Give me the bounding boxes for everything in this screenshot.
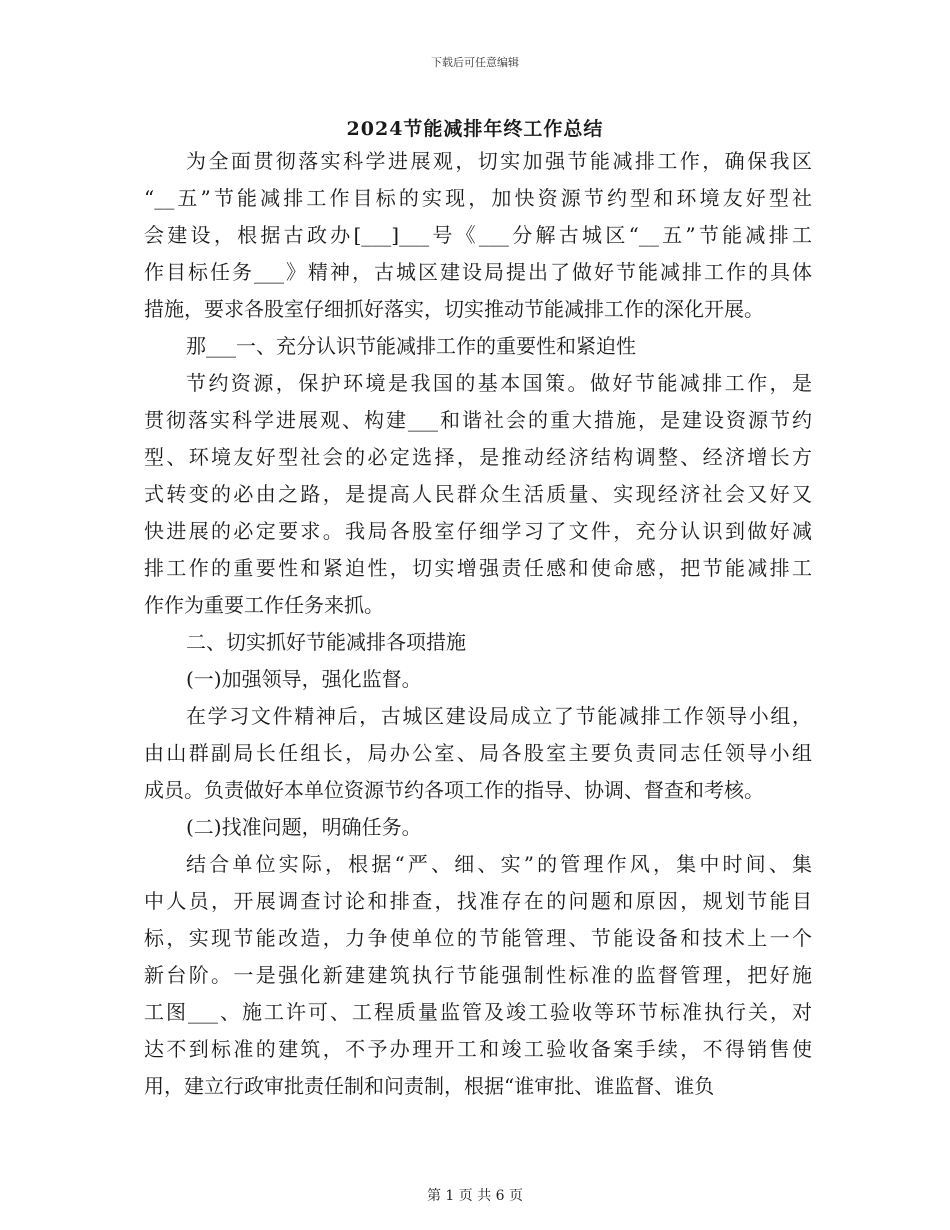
body-line: 排工作的重要性和紧迫性，切实增强责任感和使命感，把节能减排工: [144, 556, 812, 580]
document-title: 2024节能减排年终工作总结: [346, 118, 604, 140]
body-line: 措施，要求各股室仔细抓好落实，切实推动节能减排工作的深化开展。: [144, 297, 764, 321]
body-line: 由山群副局长任组长，局办公室、局各股室主要负责同志任领导小组: [144, 741, 812, 765]
body-line: 型、环境友好型社会的必定选择，是推动经济结构调整、经济增长方: [144, 445, 812, 469]
body-line: 新台阶。一是强化新建建筑执行节能强制性标准的监督管理，把好施: [144, 963, 812, 987]
body-line: 那___一、充分认识节能减排工作的重要性和紧迫性: [186, 334, 636, 358]
body-line: 节约资源，保护环境是我国的基本国策。做好节能减排工作，是: [186, 371, 812, 395]
body-line: 作作为重要工作任务来抓。: [144, 593, 384, 617]
body-line: (二)找准问题，明确任务。: [186, 815, 422, 839]
body-line: 快进展的必定要求。我局各股室仔细学习了文件，充分认识到做好减: [144, 519, 812, 543]
body-line: 工图___、施工许可、工程质量监管及竣工验收等环节标准执行关，对: [144, 1000, 812, 1024]
body-line: “__五”节能减排工作目标的实现，加快资源节约型和环境友好型社: [144, 186, 812, 210]
body-line: 会建设，根据古政办[___]___号《___分解古城区“__五”节能减排工: [144, 223, 812, 247]
header-note: 下载后可任意编辑: [431, 56, 519, 69]
body-line: 二、切实抓好节能减排各项措施: [186, 630, 466, 654]
body-line: 达不到标准的建筑，不予办理开工和竣工验收备案手续，不得销售使: [144, 1037, 812, 1061]
body-line: 结合单位实际，根据“严、细、实”的管理作风，集中时间、集: [186, 852, 812, 876]
body-line: 用，建立行政审批责任制和问责制，根据“谁审批、谁监督、谁负: [144, 1074, 715, 1098]
body-line: 作目标任务___》精神，古城区建设局提出了做好节能减排工作的具体: [144, 260, 812, 284]
body-line: (一)加强领导，强化监督。: [186, 667, 422, 691]
body-line: 式转变的必由之路，是提高人民群众生活质量、实现经济社会又好又: [144, 482, 812, 506]
body-line: 在学习文件精神后，古城区建设局成立了节能减排工作领导小组，: [186, 704, 812, 728]
body-line: 标，实现节能改造，力争使单位的节能管理、节能设备和技术上一个: [144, 926, 812, 950]
body-line: 为全面贯彻落实科学进展观，切实加强节能减排工作，确保我区: [186, 149, 812, 173]
body-line: 中人员，开展调查讨论和排查，找准存在的问题和原因，规划节能目: [144, 889, 812, 913]
document-body: [144, 143, 812, 1105]
page-footer: 第 1 页 共 6 页: [426, 1188, 524, 1204]
body-line: 贯彻落实科学进展观、构建___和谐社会的重大措施，是建设资源节约: [144, 408, 812, 432]
body-line: 成员。负责做好本单位资源节约各项工作的指导、协调、督查和考核。: [144, 778, 764, 802]
